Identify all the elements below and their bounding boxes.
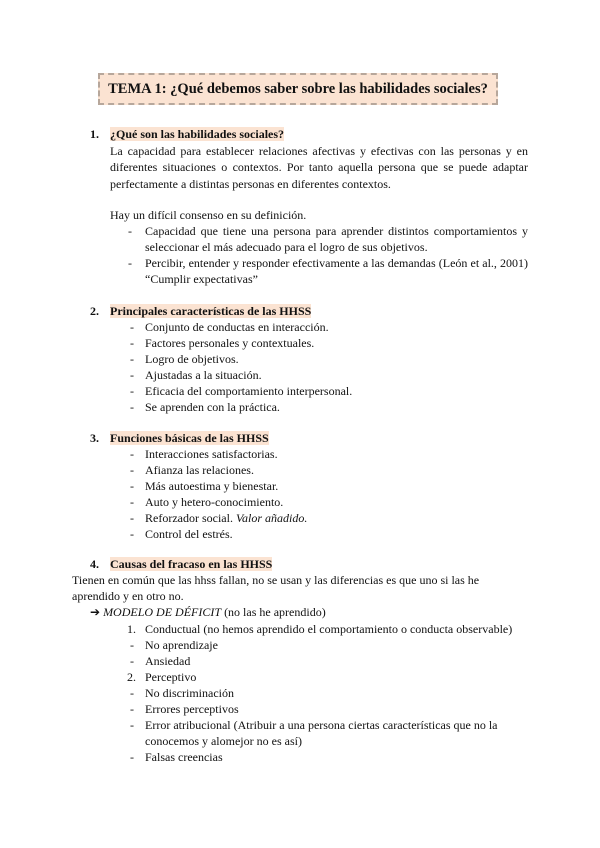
page-title: [98, 73, 498, 105]
section-4-list-item: Conductual (no hemos aprendido el comportamiento o conducta observable): [145, 622, 513, 636]
section-3-number: 3.: [90, 431, 99, 445]
section-1-number: 1.: [90, 127, 99, 141]
section-4-list-item: Error atribucional (Atribuir a una persona ciertas características que no la: [145, 718, 498, 732]
section-4-list-item: No aprendizaje: [145, 638, 218, 652]
section-4-list-item: Perceptivo: [145, 670, 197, 684]
section-3-heading: [90, 431, 269, 446]
section-2-item-4: Ajustadas a la situación.: [145, 367, 262, 382]
arrow-icon: ➔: [90, 605, 101, 619]
section-2-title: Principales características de las HHSS: [110, 304, 312, 318]
section-1-consensus: Hay un difícil consenso en su definición.: [110, 208, 307, 222]
section-4-list-item: conocemos y alomejor no es así): [145, 734, 302, 748]
section-4-list-item: Falsas creencias: [145, 750, 223, 764]
list-marker: -: [130, 638, 134, 652]
section-4-intro-line-2: aprendido y en otro no.: [72, 589, 184, 603]
list-marker: -: [130, 351, 134, 366]
list-marker: -: [130, 718, 134, 732]
list-marker: -: [128, 224, 132, 238]
section-2-heading: [90, 304, 311, 319]
section-2-item-5: Eficacia del comportamiento interpersonal.: [145, 383, 353, 398]
section-3-item-6: Control del estrés.: [145, 526, 233, 541]
list-marker: -: [130, 447, 134, 461]
section-1-heading: [90, 127, 284, 142]
list-marker: -: [130, 399, 134, 414]
section-1-paragraph: La capacidad para establecer relaciones afectivas y efectivas con las personas y en diferentes situaciones o contextos. Por tanto aquella persona que se puede adaptar perfectamente a distintas personas en diferentes contextos.: [110, 144, 528, 191]
section-2-item-3: Logro de objetivos.: [145, 351, 239, 366]
list-marker: -: [130, 702, 134, 716]
list-marker: -: [130, 383, 134, 398]
section-4-title: Causas del fracaso en las HHSS: [110, 557, 273, 571]
section-2-item-2: Factores personales y contextuales.: [145, 335, 315, 350]
section-2-item-6: Se aprenden con la práctica.: [145, 399, 280, 414]
list-marker: -: [130, 320, 134, 334]
list-marker: 2.: [127, 670, 136, 684]
list-marker: -: [130, 686, 134, 700]
list-marker: -: [130, 367, 134, 382]
list-marker: -: [128, 256, 132, 270]
section-4-heading: [90, 557, 272, 572]
list-marker: -: [130, 750, 134, 764]
section-4-list-item: Ansiedad: [145, 654, 191, 668]
section-2-number: 2.: [90, 304, 99, 318]
section-1-item-2: Percibir, entender y responder efectivamente a las demandas (León et al., 2001) “Cumplir expectativas”: [145, 256, 528, 287]
list-marker: -: [130, 462, 134, 477]
list-marker: -: [130, 654, 134, 668]
section-4-list-item: No discriminación: [145, 686, 234, 700]
section-3-item-3: Más autoestima y bienestar.: [145, 478, 279, 493]
deficit-model-line: [90, 605, 326, 620]
section-2-item-1: Conjunto de conductas en interacción.: [145, 320, 329, 334]
section-1-title: ¿Qué son las habilidades sociales?: [110, 127, 285, 141]
section-3-item-4: Auto y hetero-conocimiento.: [145, 494, 284, 509]
section-3-item-2: Afianza las relaciones.: [145, 462, 254, 477]
list-marker: -: [130, 335, 134, 350]
page-title-text: TEMA 1: ¿Qué debemos saber sobre las habilidades sociales?: [108, 80, 488, 97]
section-3-item-1: Interacciones satisfactorias.: [145, 447, 278, 461]
section-4-intro-line-1: Tienen en común que las hhss fallan, no se usan y las diferencias es que uno si las he: [72, 573, 480, 587]
section-3-item-5: Reforzador social.: [145, 510, 233, 525]
section-4-number: 4.: [90, 557, 99, 571]
deficit-model-note: (no las he aprendido): [224, 605, 326, 619]
list-marker: -: [130, 510, 134, 525]
list-marker: 1.: [127, 622, 136, 636]
list-marker: -: [130, 494, 134, 509]
deficit-model-label: MODELO DE DÉFICIT: [103, 605, 222, 619]
list-marker: -: [130, 526, 134, 541]
section-3-item-5-emphasis: Valor añadido.: [236, 510, 308, 525]
section-1-item-1: Capacidad que tiene una persona para aprender distintos comportamientos y seleccionar el más adecuado para el logro de sus objetivos.: [145, 224, 528, 255]
section-4-list-item: Errores perceptivos: [145, 702, 239, 716]
list-marker: -: [130, 478, 134, 493]
section-3-title: Funciones básicas de las HHSS: [110, 431, 269, 445]
